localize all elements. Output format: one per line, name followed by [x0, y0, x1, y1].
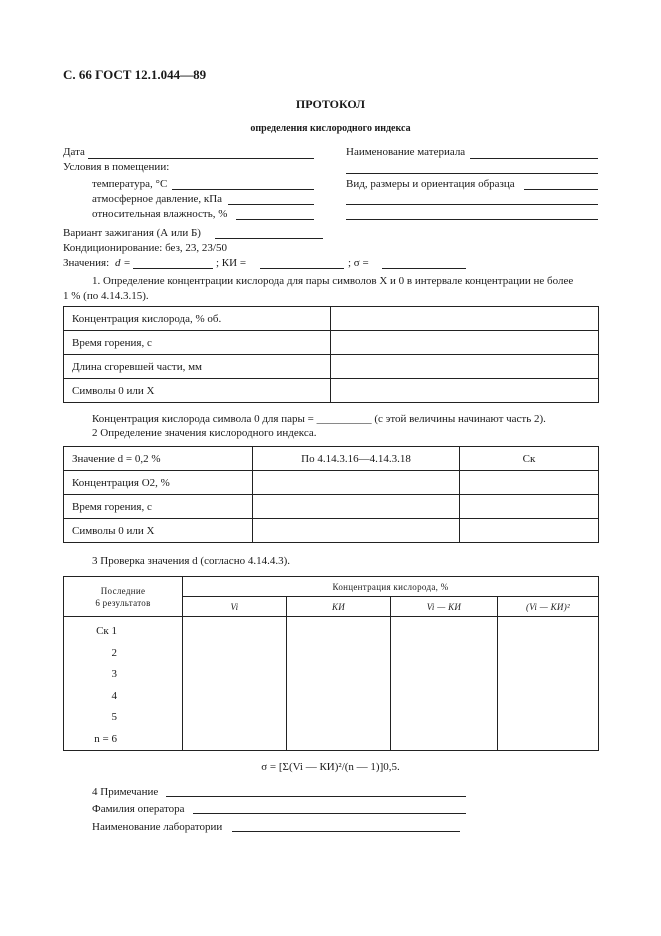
table3-row-label: 5 — [111, 711, 117, 723]
values-ki-label: ; КИ = — [216, 257, 247, 269]
date-label: Дата — [63, 146, 85, 158]
section1-table — [63, 306, 599, 403]
humidity-field[interactable] — [236, 219, 314, 220]
pressure-field[interactable] — [228, 204, 314, 205]
table2-head-d: Значение d = 0,2 % — [64, 447, 253, 471]
table2-cell[interactable] — [253, 519, 460, 543]
material-label: Наименование материала — [346, 146, 466, 158]
conditioning-label: Кондиционирование: без, 23, 23/50 — [63, 242, 227, 254]
table2-row-label: Символы 0 или X — [64, 519, 253, 543]
sample-field-3[interactable] — [346, 219, 598, 220]
table3-head-group: Концентрация кислорода, % — [183, 577, 599, 597]
table2-row-label: Концентрация O2, % — [64, 471, 253, 495]
conditions-label: Условия в помещении: — [63, 161, 170, 173]
section2-table — [63, 446, 599, 543]
sample-field[interactable] — [524, 189, 598, 190]
table2-head-ref: По 4.14.3.16—4.14.3.18 — [253, 447, 460, 471]
values-sigma-label: ; σ = — [348, 257, 369, 269]
table1-row-label: Длина сгоревшей части, мм — [64, 355, 331, 379]
section1-text-2: 1 % (по 4.14.3.15). — [63, 290, 149, 302]
table3-cell[interactable] — [391, 617, 498, 751]
table3-row-label: 4 — [111, 689, 117, 702]
humidity-label: относительная влажность, % — [92, 208, 228, 220]
sigma-formula: σ = [Σ(Vi — КИ)²/(n — 1)]0,5. — [261, 761, 400, 773]
document-title: ПРОТОКОЛ — [295, 97, 366, 111]
page-header: С. 66 ГОСТ 12.1.044—89 — [63, 67, 207, 82]
section2-title: 2 Определение значения кислородного индекса. — [92, 427, 317, 439]
table2-cell[interactable] — [460, 519, 599, 543]
table1-cell[interactable] — [331, 307, 599, 331]
note1: Концентрация кислорода символа 0 для пары = __________ (с этой величины начинают часть 2). — [92, 413, 546, 425]
table3-subhead: (Vi — КИ)² — [498, 597, 599, 617]
ignition-label: Вариант зажигания (А или Б) — [63, 227, 201, 239]
operator-field[interactable] — [193, 813, 466, 814]
table3-subhead: Vi — КИ — [391, 597, 498, 617]
note-label: 4 Примечание — [92, 786, 159, 798]
table1-row-label: Время горения, с — [64, 331, 331, 355]
values-d-label: d = — [115, 257, 131, 269]
section3-table — [63, 576, 599, 751]
table3-head-left-2: 6 результатов — [95, 597, 151, 608]
table3-row-label: 3 — [111, 668, 117, 680]
table3-row-label: n = 6 — [94, 732, 117, 745]
table3-cell[interactable] — [498, 617, 599, 751]
table2-cell[interactable] — [460, 471, 599, 495]
table3-head-left — [64, 577, 183, 617]
material-field[interactable] — [470, 158, 598, 159]
section1-text: 1. Определение концентрации кислорода для пары символов X и 0 в интервале концентрации не более — [92, 275, 574, 287]
table1-cell[interactable] — [331, 355, 599, 379]
date-field[interactable] — [88, 158, 314, 159]
table2-head-ck: Cк — [460, 447, 599, 471]
table3-row-label: Cк 1 — [96, 625, 117, 637]
table2-cell[interactable] — [460, 495, 599, 519]
table1-row-label: Символы 0 или X — [64, 379, 331, 403]
table2-cell[interactable] — [253, 495, 460, 519]
ignition-field[interactable] — [215, 238, 323, 239]
table3-cell[interactable] — [287, 617, 391, 751]
table3-cell[interactable] — [183, 617, 287, 751]
lab-label: Наименование лаборатории — [92, 821, 223, 833]
document-subtitle: определения кислородного индекса — [250, 123, 411, 134]
table1-row-label: Концентрация кислорода, % об. — [64, 307, 331, 331]
sample-label: Вид, размеры и ориентация образца — [346, 178, 515, 190]
temperature-field[interactable] — [172, 189, 314, 190]
section3-title: 3 Проверка значения d (согласно 4.14.4.3). — [92, 555, 290, 567]
operator-label: Фамилия оператора — [92, 803, 185, 815]
table1-cell[interactable] — [331, 331, 599, 355]
material-field-2[interactable] — [346, 173, 598, 174]
table2-row-label: Время горения, с — [64, 495, 253, 519]
values-ki-field[interactable] — [260, 268, 344, 269]
pressure-label: атмосферное давление, кПа — [92, 193, 223, 205]
lab-field[interactable] — [232, 831, 460, 832]
table3-subhead: Vi — [183, 597, 287, 617]
sample-field-2[interactable] — [346, 204, 598, 205]
table2-cell[interactable] — [253, 471, 460, 495]
table1-cell[interactable] — [331, 379, 599, 403]
table3-row-label: 2 — [111, 646, 117, 659]
values-label: Значения: — [63, 257, 110, 269]
values-sigma-field[interactable] — [382, 268, 466, 269]
note-field[interactable] — [166, 796, 466, 797]
values-d-field[interactable] — [133, 268, 213, 269]
table3-head-left-1: Последние — [100, 585, 146, 596]
temperature-label: температура, °С — [92, 178, 168, 190]
table3-row-labels — [64, 617, 183, 751]
table3-subhead: КИ — [287, 597, 391, 617]
